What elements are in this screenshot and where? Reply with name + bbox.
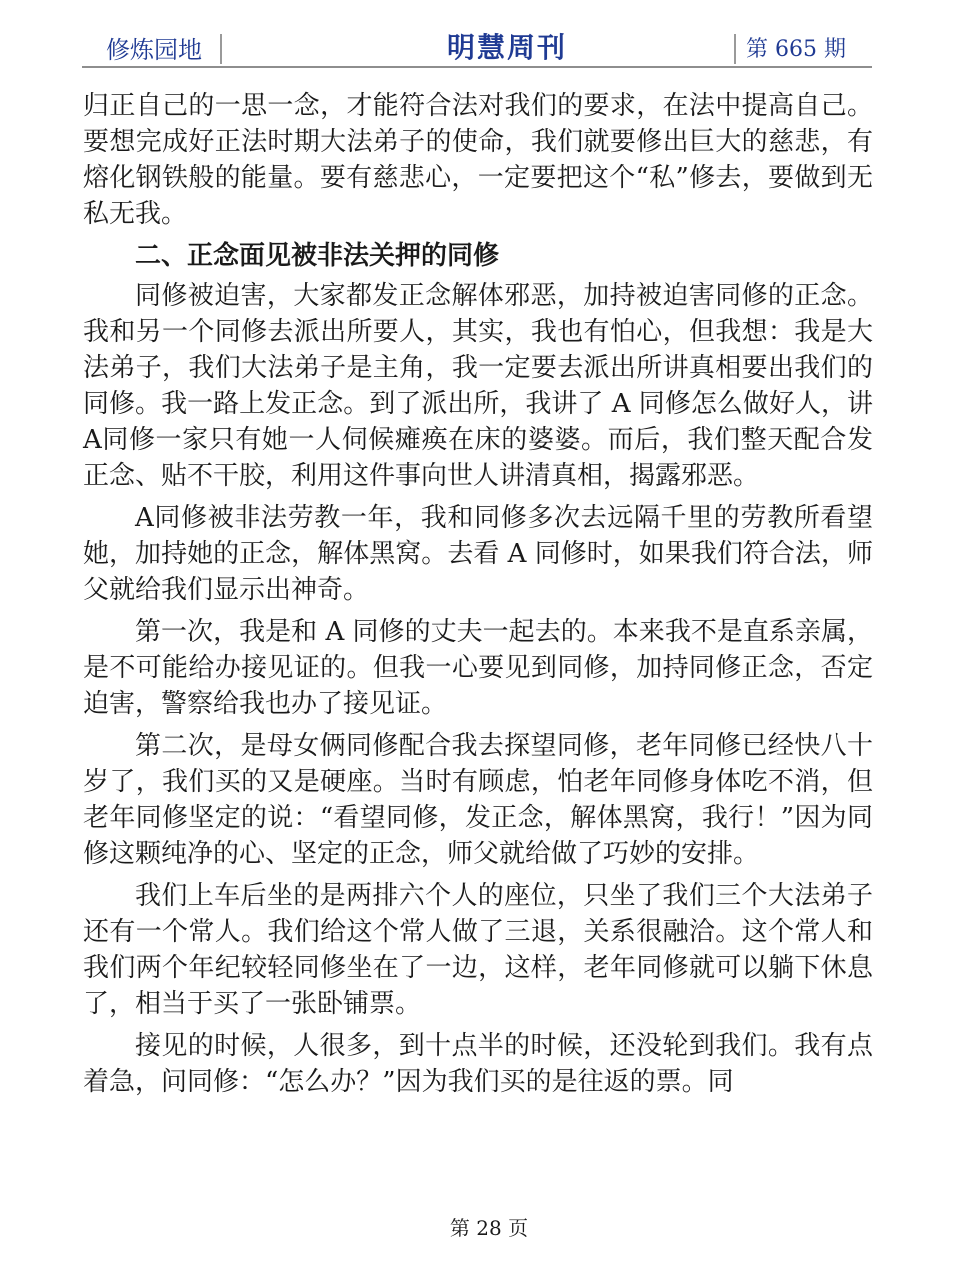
- header-divider-left: [220, 34, 222, 64]
- publication-title: 明慧周刊: [446, 31, 567, 64]
- paragraph: 第二次，是母女俩同修配合我去探望同修，老年同修已经快八十岁了，我们买的又是硬座。当时有顾虑，怕老年同修身体吃不消，但老年同修坚定的说：“看望同修，发正念，解体黑窝，我行！”因为同修这颗纯净的心、坚定的正念，师父就给做了巧妙的安排。: [83, 731, 873, 869]
- paragraph-continuation: 归正自己的一思一念，才能符合法对我们的要求，在法中提高自己。要想完成好正法时期大法弟子的使命，我们就要修出巨大的慈悲，有熔化钢铁般的能量。要有慈悲心，一定要把这个“私”修去，要做到无私无我。: [83, 91, 873, 229]
- paragraph: 同修被迫害，大家都发正念解体邪恶，加持被迫害同修的正念。我和另一个同修去派出所要人，其实，我也有怕心，但我想：我是大法弟子，我们大法弟子是主角，我一定要去派出所讲真相要出我们的同修。我一路上发正念。到了派出所，我讲了 A 同修怎么做好人，讲A同修一家只有她一人伺候瘫痪在床的婆婆。而后，我们整天配合发正念、贴不干胶，利用这件事向世人讲清真相，揭露邪恶。: [83, 281, 873, 491]
- article-body: [83, 88, 873, 1106]
- header-rule: [82, 66, 872, 68]
- section-name: 修炼园地: [106, 36, 202, 64]
- page-number: 第 28 页: [449, 1216, 529, 1240]
- paragraph: 我们上车后坐的是两排六个人的座位，只坐了我们三个大法弟子还有一个常人。我们给这个常人做了三退，关系很融洽。这个常人和我们两个年纪较轻同修坐在了一边，这样，老年同修就可以躺下休息了，相当于买了一张卧铺票。: [83, 881, 873, 1019]
- page-header: [82, 24, 872, 68]
- paragraph: A同修被非法劳教一年，我和同修多次去远隔千里的劳教所看望她，加持她的正念，解体黑窝。去看 A 同修时，如果我们符合法，师父就给我们显示出神奇。: [83, 503, 873, 605]
- paragraph: 第一次，我是和 A 同修的丈夫一起去的。本来我不是直系亲属，是不可能给办接见证的。但我一心要见到同修，加持同修正念，否定迫害，警察给我也办了接见证。: [83, 617, 873, 719]
- header-divider-right: [734, 34, 736, 64]
- paragraph: 接见的时候，人很多，到十点半的时候，还没轮到我们。我有点着急，问同修：“怎么办？”因为我们买的是往返的票。同: [83, 1031, 873, 1097]
- section-heading: 二、正念面见被非法关押的同修: [135, 241, 500, 271]
- issue-number: 第 665 期: [746, 37, 846, 62]
